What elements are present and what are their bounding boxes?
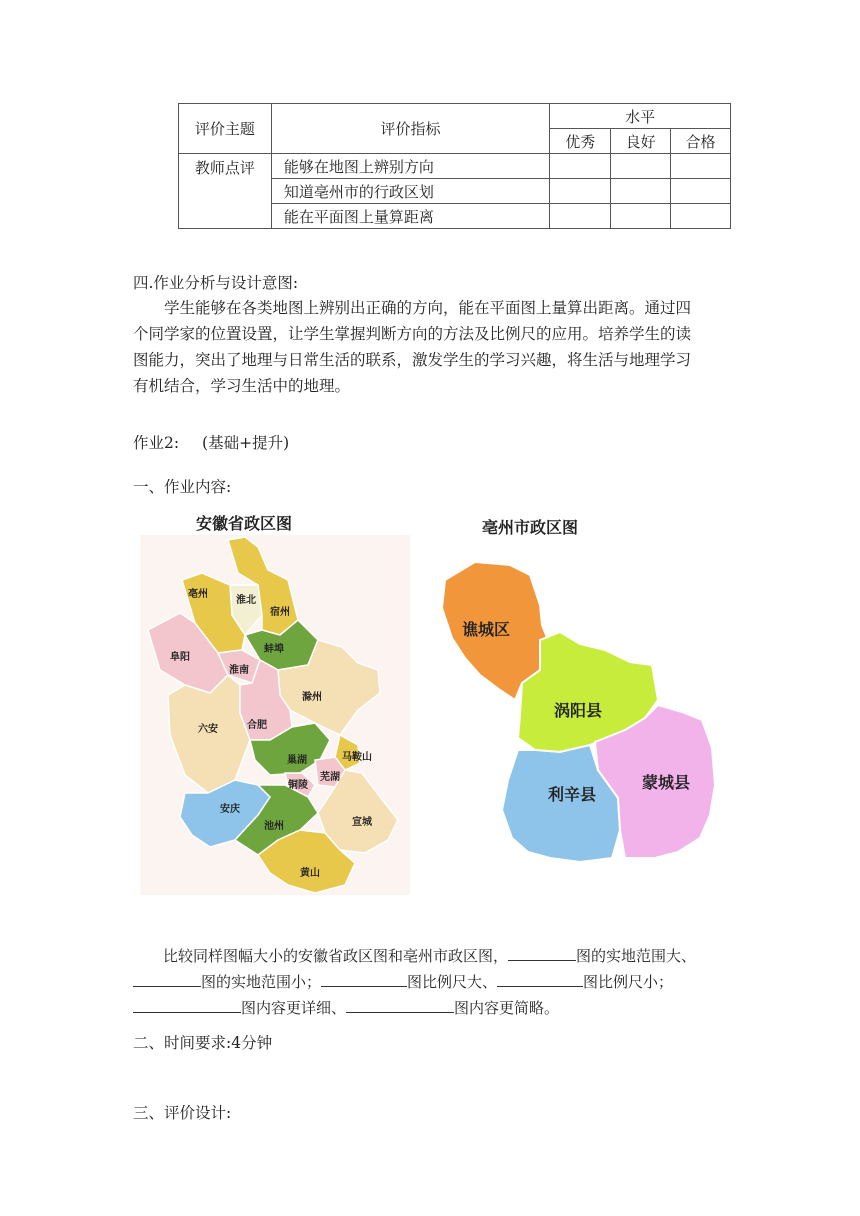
hw2-title — [133, 430, 289, 456]
score-cell[interactable] — [671, 204, 731, 229]
score-cell[interactable] — [671, 154, 731, 179]
answer-blank-5[interactable] — [133, 995, 241, 1013]
level-pass: 合格 — [671, 129, 731, 154]
city-label-tongling: 铜陵 — [288, 780, 308, 791]
city-label-liuan: 六安 — [198, 724, 218, 735]
indicator-cell: 知道亳州市的行政区划 — [271, 179, 549, 204]
score-cell[interactable] — [550, 204, 611, 229]
district-label-mengcheng: 蒙城县 — [642, 773, 691, 792]
district-label-qiaocheng: 谯城区 — [462, 620, 511, 639]
paragraph-line: 个同学家的位置设置，让学生掌握判断方向的方法及比例尺的应用。培养学生的读 — [133, 325, 692, 343]
section4-heading: 四.作业分析与设计意图: — [133, 274, 299, 292]
answer-blank-1[interactable] — [508, 943, 576, 961]
question-text: 图内容更简略。 — [454, 999, 560, 1017]
answer-blank-4[interactable] — [497, 969, 583, 987]
city-label-bengbu: 蚌埠 — [264, 644, 284, 655]
city-label-chizhou: 池州 — [264, 821, 284, 832]
header-level: 水平 — [550, 104, 731, 129]
city-label-bozhou: 亳州 — [188, 589, 208, 600]
content-heading: 一、作业内容: — [133, 478, 232, 496]
city-label-huaibei: 淮北 — [236, 595, 256, 606]
question-paragraph — [133, 943, 733, 1021]
hw2-label: 作业2: — [133, 434, 180, 452]
answer-blank-3[interactable] — [321, 969, 407, 987]
score-cell[interactable] — [611, 179, 671, 204]
evaluation-table — [178, 103, 731, 229]
paragraph-line: 学生能够在各类地图上辨别出正确的方向，能在平面图上量算出距离。通过四 — [164, 299, 692, 317]
topic-cell: 教师点评 — [179, 154, 272, 229]
table-row — [179, 154, 731, 179]
paragraph-line: 图能力，突出了地理与日常生活的联系，激发学生的学习兴趣，将生活与地理学习 — [133, 351, 692, 369]
city-label-chuzhou: 滁州 — [302, 692, 322, 703]
score-cell[interactable] — [550, 179, 611, 204]
score-cell[interactable] — [550, 154, 611, 179]
city-label-fuyang: 阜阳 — [170, 652, 190, 663]
question-text: 图的实地范围小； — [201, 973, 322, 991]
paragraph-line: 有机结合，学习生活中的地理。 — [133, 377, 351, 395]
city-label-wuhu: 芜湖 — [320, 772, 340, 783]
district-label-guoyang: 涡阳县 — [554, 701, 603, 720]
level-good: 良好 — [611, 129, 671, 154]
header-topic: 评价主题 — [179, 104, 272, 154]
level-excellent: 优秀 — [550, 129, 611, 154]
city-label-maanshan: 马鞍山 — [342, 752, 372, 763]
question-line-2 — [133, 969, 733, 995]
question-line-3 — [133, 995, 733, 1021]
question-line-1 — [133, 943, 733, 969]
bozhou-map-title: 亳州市政区图 — [482, 518, 579, 537]
evaluation-design-heading: 三、评价设计: — [133, 1104, 232, 1122]
question-text: 比较同样图幅大小的安徽省政区图和亳州市政区图， — [163, 947, 509, 965]
section4-paragraph — [133, 295, 733, 399]
time-requirement: 二、时间要求:4分钟 — [133, 1034, 273, 1052]
anhui-map-title: 安徽省政区图 — [196, 514, 293, 533]
anhui-province-map — [140, 535, 410, 895]
indicator-cell: 能够在地图上辨别方向 — [271, 154, 549, 179]
header-indicator: 评价指标 — [271, 104, 549, 154]
score-cell[interactable] — [611, 204, 671, 229]
city-label-chaohu: 巢湖 — [287, 755, 307, 766]
bozhou-city-map — [430, 540, 730, 890]
answer-blank-2[interactable] — [133, 969, 201, 987]
city-label-hefei: 合肥 — [247, 720, 267, 731]
city-label-huainan: 淮南 — [229, 665, 249, 676]
question-text: 图比例尺大、 — [407, 973, 498, 991]
hw2-tag: (基础+提升) — [202, 434, 290, 452]
indicator-cell: 能在平面图上量算距离 — [271, 204, 549, 229]
score-cell[interactable] — [611, 154, 671, 179]
question-text: 图内容更详细、 — [241, 999, 347, 1017]
score-cell[interactable] — [671, 179, 731, 204]
city-label-xuancheng: 宣城 — [352, 817, 372, 828]
question-text: 图比例尺小； — [583, 973, 674, 991]
question-text: 图的实地范围大、 — [576, 947, 697, 965]
city-label-anqing: 安庆 — [220, 804, 240, 815]
district-label-lixin: 利辛县 — [548, 785, 597, 804]
city-label-huangshan: 黄山 — [300, 868, 320, 879]
answer-blank-6[interactable] — [346, 995, 454, 1013]
city-label-suzhou: 宿州 — [270, 607, 290, 618]
